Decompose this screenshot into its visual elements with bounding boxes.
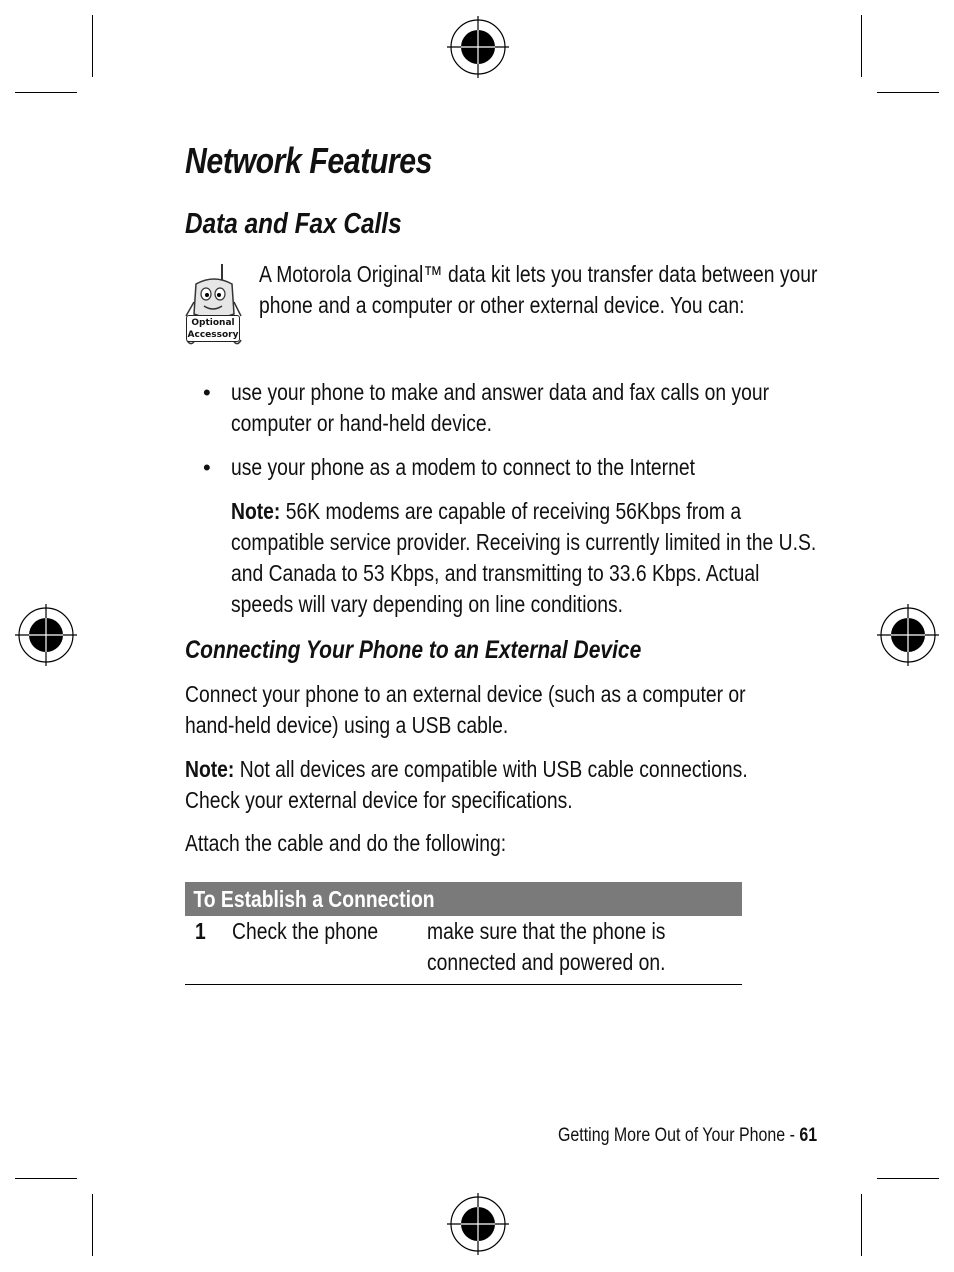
attach-instruction: Attach the cable and do the following: <box>185 830 507 856</box>
modem-note: Note: 56K modems are capable of receiving 56Kbps from a compatible service provider. Receiving is currently limited in the U.S. and Canada to 53 Kbps, and transmitting to 33.6 Kbps. Actual speeds will vary depending on line conditions. <box>231 498 817 617</box>
badge-line-optional: Optional <box>191 318 235 328</box>
table-header: To Establish a Connection <box>185 882 742 916</box>
page-number: 61 <box>799 1125 818 1146</box>
intro-paragraph: A Motorola Original™ data kit lets you transfer data between your phone and a computer or other external device. You can: <box>259 261 818 318</box>
section-title: Data and Fax Calls <box>185 208 402 240</box>
badge-line-accessory: Accessory <box>187 330 239 340</box>
connect-paragraph: Connect your phone to an external device (such as a computer or hand-held device) using a USB cable. <box>185 681 746 738</box>
list-item-text: use your phone as a modem to connect to the Internet <box>231 454 695 480</box>
registration-target-icon <box>447 16 509 78</box>
registration-target-icon <box>447 1193 509 1255</box>
optional-accessory-icon <box>184 262 244 346</box>
chapter-title: Network Features <box>185 140 433 181</box>
note-label: Note: <box>185 756 235 782</box>
subsection-title: Connecting Your Phone to an External Device <box>185 636 642 664</box>
bullet-marker: • <box>203 380 211 405</box>
step-detail: make sure that the phone is connected and powered on. <box>427 918 666 975</box>
step-number: 1 <box>195 918 206 944</box>
note-label: Note: <box>231 498 281 524</box>
step-action: Check the phone <box>232 918 379 944</box>
table-bottom-rule <box>185 984 742 985</box>
footer-text: Getting More Out of Your Phone - <box>558 1125 800 1146</box>
registration-target-icon <box>15 604 77 666</box>
list-item <box>203 452 211 483</box>
list-item-text: use your phone to make and answer data and fax calls on your computer or hand-held device. <box>231 379 770 436</box>
usb-note: Note: Not all devices are compatible with USB cable connections. Check your external device for specifications. <box>185 756 748 813</box>
bullet-marker: • <box>203 455 211 480</box>
list-item <box>203 377 211 408</box>
page-footer <box>558 1125 866 1147</box>
